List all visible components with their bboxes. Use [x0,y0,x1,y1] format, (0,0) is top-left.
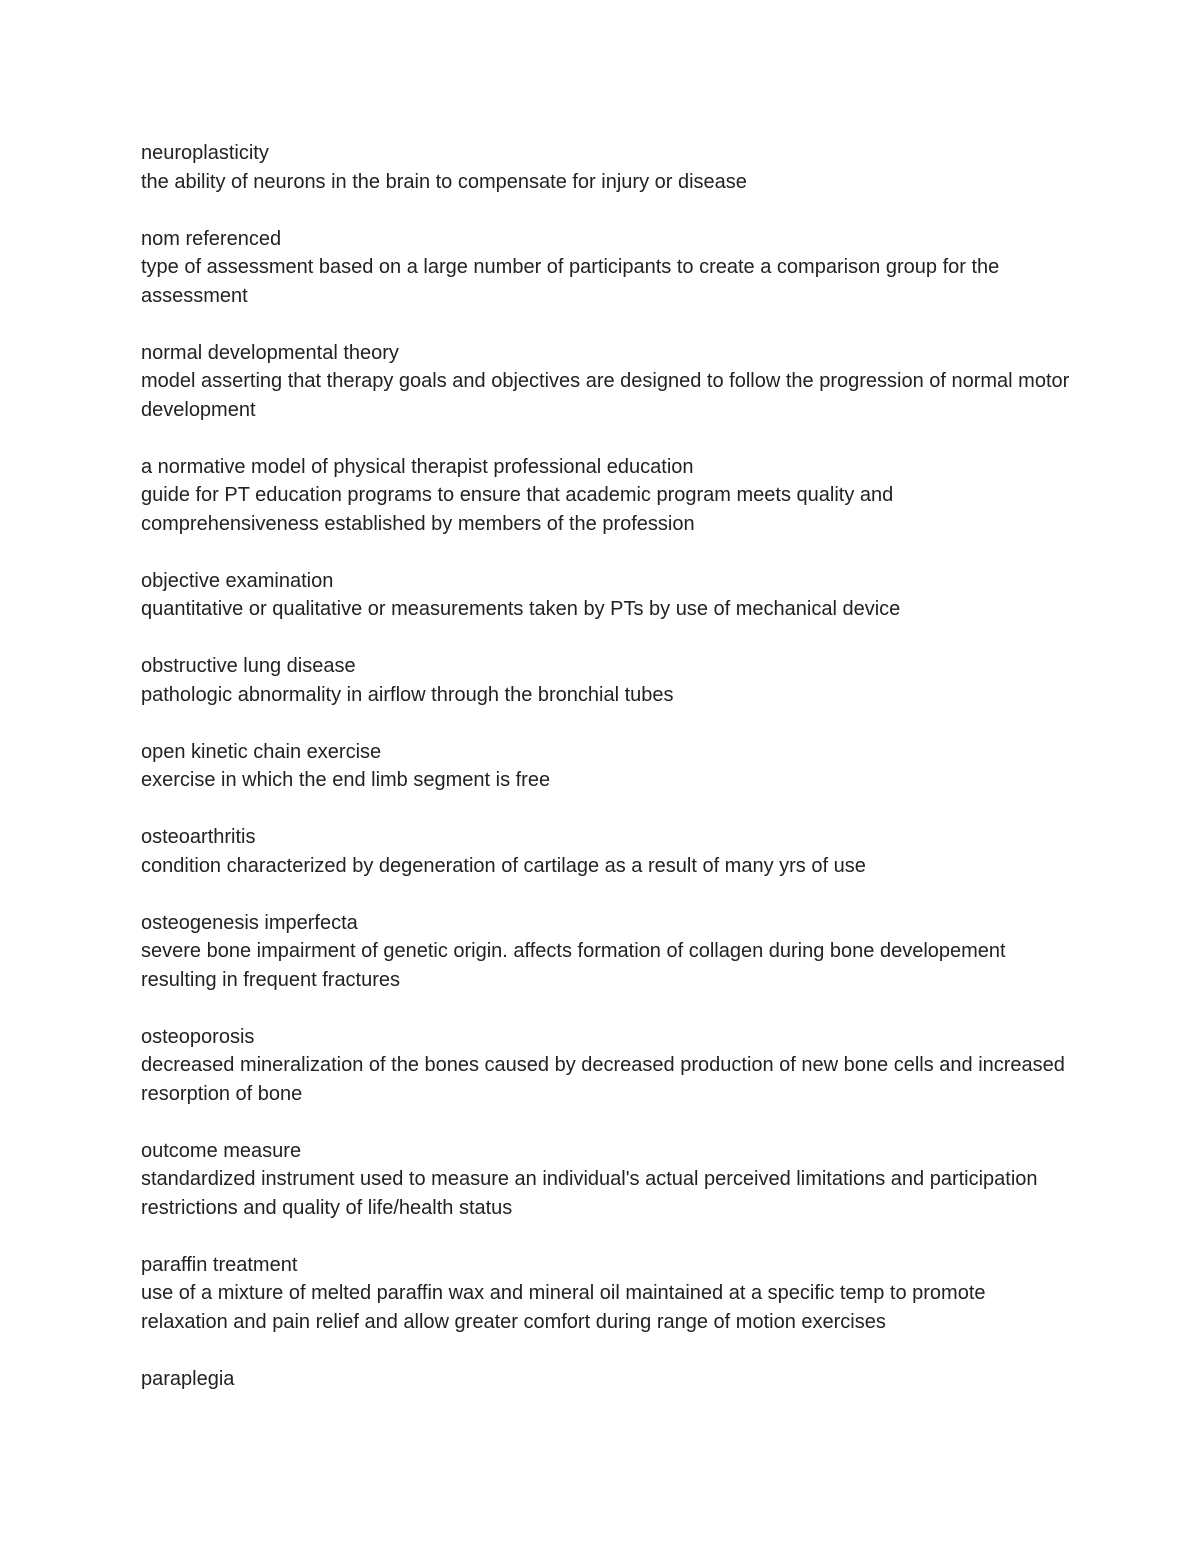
entry-term: osteoarthritis [141,826,256,848]
entry-term: nom referenced [141,227,282,250]
document-page [141,139,1071,1422]
glossary-entry [141,1023,1071,1109]
glossary-entry [141,453,1071,539]
entry-definition: condition characterized by degeneration of cartilage as a result of many yrs of use [141,854,866,877]
glossary-entry [141,909,1071,995]
glossary-entry [141,1365,1071,1394]
entry-definition: the ability of neurons in the brain to compensate for injury or disease [141,170,747,193]
glossary-entry [141,139,1071,196]
entry-term: osteogenesis imperfecta [141,911,358,934]
entry-definition: guide for PT education programs to ensure that academic program meets quality and comprehensiveness established by members of the profession [141,484,894,535]
entry-definition: exercise in which the end limb segment is free [141,769,551,791]
glossary-entry [141,1251,1071,1337]
glossary-entry [141,225,1071,311]
entry-definition: standardized instrument used to measure an individual's actual perceived limitations and participation restrictions and quality of life/health status [141,1168,1038,1219]
glossary-entry [141,567,1071,624]
entry-term: outcome measure [141,1139,302,1162]
glossary-entry [141,339,1071,425]
entry-term: normal developmental theory [141,341,399,364]
entry-term: osteoporosis [141,1025,255,1048]
entry-definition: quantitative or qualitative or measurements taken by PTs by use of mechanical device [141,598,901,620]
entry-term: neuroplasticity [141,142,269,164]
entry-term: a normative model of physical therapist professional education [141,455,694,478]
entry-term: objective examination [141,569,334,592]
entry-definition: pathologic abnormality in airflow through the bronchial tubes [141,683,674,706]
entry-definition: model asserting that therapy goals and objectives are designed to follow the progression of normal motor development [141,370,1070,421]
entry-definition: severe bone impairment of genetic origin. affects formation of collagen during bone developement resulting in frequent fractures [141,940,1006,991]
entry-term: paraplegia [141,1367,235,1390]
glossary-entry [141,823,1071,880]
glossary-entry [141,652,1071,709]
glossary-entry [141,1137,1071,1223]
entry-term: paraffin treatment [141,1253,298,1276]
entry-term: open kinetic chain exercise [141,740,382,763]
entry-definition: use of a mixture of melted paraffin wax and mineral oil maintained at a specific temp to promote relaxation and pain relief and allow greater comfort during range of motion exercises [141,1282,986,1333]
entry-term: obstructive lung disease [141,655,356,677]
glossary-entry [141,738,1071,795]
entry-definition: type of assessment based on a large number of participants to create a comparison group for the assessment [141,256,1000,307]
entry-definition: decreased mineralization of the bones caused by decreased production of new bone cells and increased resorption of bone [141,1054,1065,1105]
